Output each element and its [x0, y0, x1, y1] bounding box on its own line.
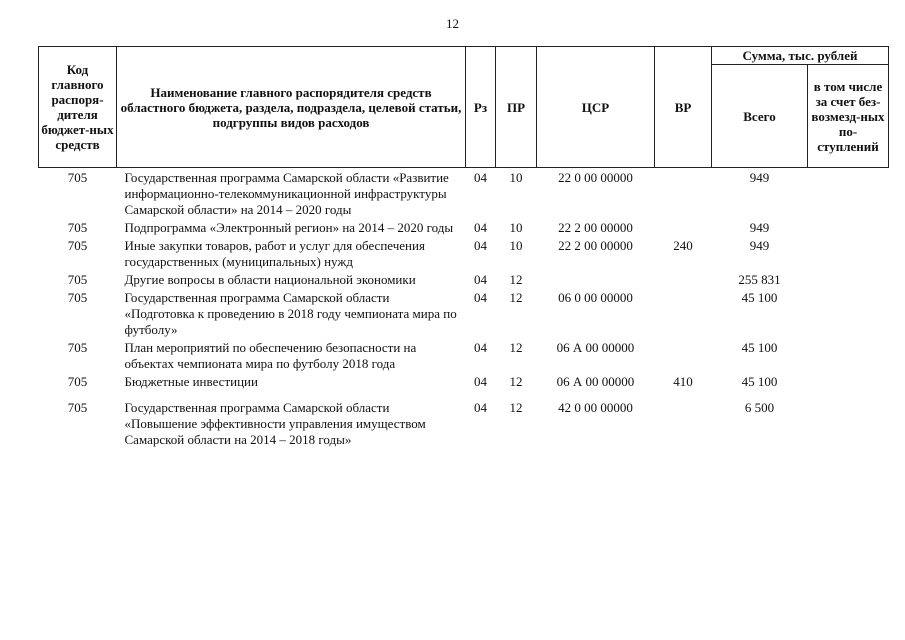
header-code: Код главного распоря-дителя бюджет-ных средств [39, 47, 117, 168]
row-rz: 04 [474, 400, 487, 415]
row-total: 255 831 [738, 272, 781, 287]
row-rz: 04 [474, 220, 487, 235]
row-csr: 06 А 00 00000 [556, 374, 635, 389]
row-code: 705 [67, 272, 88, 287]
row-total: 949 [749, 238, 770, 253]
row-pr: 12 [509, 340, 523, 355]
row-vr [655, 220, 712, 238]
row-name: План мероприятий по обеспечению безопасности на объектах чемпионата мира по футболу 2018 года [124, 340, 417, 371]
header-total: Всего [712, 65, 808, 168]
row-pr: 12 [509, 374, 523, 389]
row-code: 705 [67, 374, 88, 389]
row-total: 45 100 [741, 340, 778, 355]
row-total: 6 500 [744, 400, 775, 415]
row-vr: 240 [673, 238, 693, 253]
table-row [39, 340, 889, 374]
row-pr: 12 [509, 272, 523, 287]
table-row [39, 220, 889, 238]
row-code: 705 [67, 290, 88, 305]
row-including [808, 374, 889, 392]
row-code: 705 [67, 340, 88, 355]
row-name: Государственная программа Самарской области «Развитие информационно-телекоммуникационной инфраструктуры Самарской области» на 2014 – 2020 годы [124, 170, 449, 217]
row-name: Иные закупки товаров, работ и услуг для обеспечения государственных (муниципальных) нужд [124, 238, 425, 269]
row-csr: 22 0 00 00000 [558, 170, 633, 185]
header-rz: Рз [466, 47, 496, 168]
row-total: 949 [749, 170, 770, 185]
row-vr [655, 340, 712, 374]
row-pr: 10 [509, 220, 523, 235]
row-pr: 10 [509, 238, 523, 253]
row-vr [655, 290, 712, 340]
row-including [808, 220, 889, 238]
row-total: 45 100 [741, 374, 778, 389]
table-row [39, 290, 889, 340]
row-including [808, 290, 889, 340]
table-row [39, 168, 889, 221]
table-header [39, 47, 889, 168]
row-rz: 04 [474, 290, 487, 305]
row-including [808, 392, 889, 450]
header-vr: ВР [655, 47, 712, 168]
row-including [808, 168, 889, 221]
header-pr: ПР [496, 47, 537, 168]
row-name: Государственная программа Самарской области «Повышение эффективности управления имуществом Самарской области на 2014 – 2018 годы» [124, 400, 426, 447]
header-sum-group: Сумма, тыс. рублей [712, 47, 889, 65]
row-code: 705 [67, 400, 88, 415]
row-total: 949 [749, 220, 770, 235]
row-rz: 04 [474, 340, 487, 355]
row-rz: 04 [474, 374, 487, 389]
page-number: 12 [446, 16, 459, 31]
row-csr: 22 2 00 00000 [558, 238, 633, 253]
table-row [39, 272, 889, 290]
row-code: 705 [67, 220, 88, 235]
row-total: 45 100 [741, 290, 778, 305]
row-vr: 410 [673, 374, 693, 389]
row-name: Государственная программа Самарской области «Подготовка к проведению в 2018 году чемпионата мира по футболу» [124, 290, 457, 337]
row-including [808, 340, 889, 374]
row-code: 705 [67, 238, 88, 253]
table-row [39, 374, 889, 392]
row-rz: 04 [474, 272, 487, 287]
budget-table [38, 46, 889, 450]
header-name: Наименование главного распорядителя средств областного бюджета, раздела, подраздела, целевой статьи, подгруппы видов расходов [117, 47, 466, 168]
row-rz: 04 [474, 238, 487, 253]
table-body [39, 168, 889, 451]
row-csr: 06 0 00 00000 [558, 290, 633, 305]
row-pr: 12 [509, 400, 523, 415]
row-name: Другие вопросы в области национальной экономики [124, 272, 416, 287]
row-including [808, 272, 889, 290]
row-name: Подпрограмма «Электронный регион» на 2014 – 2020 годы [124, 220, 454, 235]
header-including: в том числе за счет без-возмезд-ных по-ступлений [808, 65, 889, 168]
row-rz: 04 [474, 170, 487, 185]
row-name: Бюджетные инвестиции [124, 374, 258, 389]
row-csr: 42 0 00 00000 [558, 400, 633, 415]
row-csr [537, 272, 655, 290]
row-csr: 22 2 00 00000 [558, 220, 633, 235]
header-csr: ЦСР [537, 47, 655, 168]
row-pr: 10 [509, 170, 523, 185]
table-row [39, 238, 889, 272]
row-vr [655, 392, 712, 450]
row-vr [655, 168, 712, 221]
row-code: 705 [67, 170, 88, 185]
row-including [808, 238, 889, 272]
row-csr: 06 А 00 00000 [556, 340, 635, 355]
table-row [39, 392, 889, 450]
row-pr: 12 [509, 290, 523, 305]
row-vr [655, 272, 712, 290]
